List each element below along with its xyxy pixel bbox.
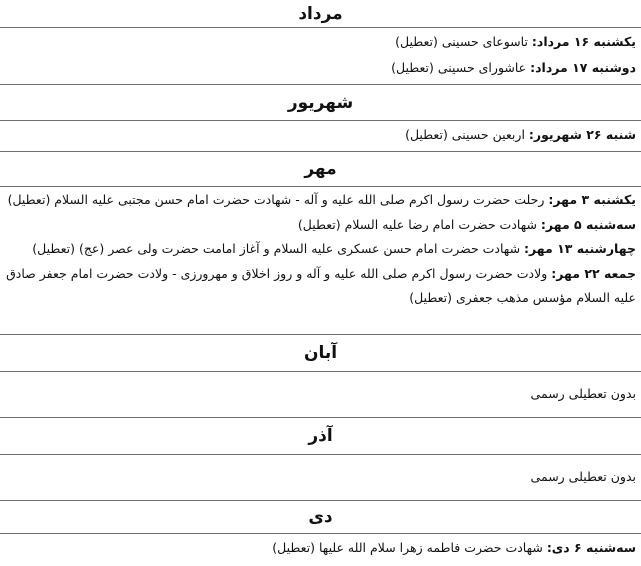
month-heading-aban xyxy=(0,335,641,372)
holiday-date: چهارشنبه ۱۳ مهر: xyxy=(524,241,636,256)
holiday-description: شهادت حضرت امام رضا علیه السلام (تعطیل) xyxy=(297,216,541,232)
holiday-date: یکشنبه ۱۶ مرداد: xyxy=(531,34,636,49)
month-heading-dey xyxy=(0,501,641,534)
no-holiday-text: بدون تعطیلی رسمی xyxy=(530,469,636,484)
holiday-entry xyxy=(5,535,636,561)
month-entries-azar xyxy=(0,455,641,501)
month-entries-dey xyxy=(0,534,641,566)
month-title: مرداد xyxy=(298,3,343,24)
holiday-description: اربعین حسینی (تعطیل) xyxy=(405,127,529,142)
holiday-description: شهادت حضرت فاطمه زهرا سلام الله علیها (تعطیل) xyxy=(272,540,547,555)
holiday-date: جمعه ۲۲ مهر: xyxy=(551,265,636,281)
month-entries-aban xyxy=(0,372,641,418)
month-entries-shahrivar xyxy=(0,121,641,152)
month-title: مهر xyxy=(304,159,337,179)
holiday-entry xyxy=(5,262,636,311)
holiday-date: شنبه ۲۶ شهریور: xyxy=(528,127,636,142)
month-heading-mehr xyxy=(0,152,641,187)
holiday-date: یکشنبه ۳ مهر: xyxy=(548,192,636,207)
month-title: آذر xyxy=(308,426,333,446)
holiday-description: عاشورای حسینی (تعطیل) xyxy=(391,60,531,75)
holiday-entry xyxy=(5,213,636,238)
no-holiday-text: بدون تعطیلی رسمی xyxy=(530,386,636,401)
holiday-entry xyxy=(5,122,636,148)
month-entries-mordad xyxy=(0,28,641,85)
holiday-entry xyxy=(5,237,636,262)
holiday-entry xyxy=(5,29,636,55)
month-title: دی xyxy=(308,507,333,527)
holiday-date: دوشنبه ۱۷ مرداد: xyxy=(530,60,636,75)
month-heading-shahrivar xyxy=(0,85,641,121)
month-heading-mordad xyxy=(0,0,641,28)
holiday-entry xyxy=(5,188,636,213)
holiday-description: شهادت حضرت امام حسن عسکری علیه السلام و آغاز امامت حضرت ولی عصر (عج) (تعطیل) xyxy=(32,241,525,256)
holiday-entry xyxy=(5,55,636,81)
holiday-description: ولادت حضرت رسول اکرم صلی الله علیه و آله و روز اخلاق و مهرورزی - ولادت حضرت امام جعفر صادق علیه السلام مؤسس مذهب جعفری (تعطیل) xyxy=(6,265,636,305)
month-title: آبان xyxy=(303,343,338,363)
month-heading-azar xyxy=(0,418,641,455)
month-title: شهریور xyxy=(287,92,354,113)
holiday-description: رحلت حضرت رسول اکرم صلی الله علیه و آله - شهادت حضرت امام حسن مجتبی علیه السلام (تعطیل) xyxy=(7,192,549,207)
holiday-date: سه‌شنبه ۵ مهر: xyxy=(540,216,636,232)
holiday-date: سه‌شنبه ۶ دی: xyxy=(546,540,636,555)
holiday-description: تاسوعای حسینی (تعطیل) xyxy=(395,34,532,49)
month-entries-mehr xyxy=(0,187,641,335)
